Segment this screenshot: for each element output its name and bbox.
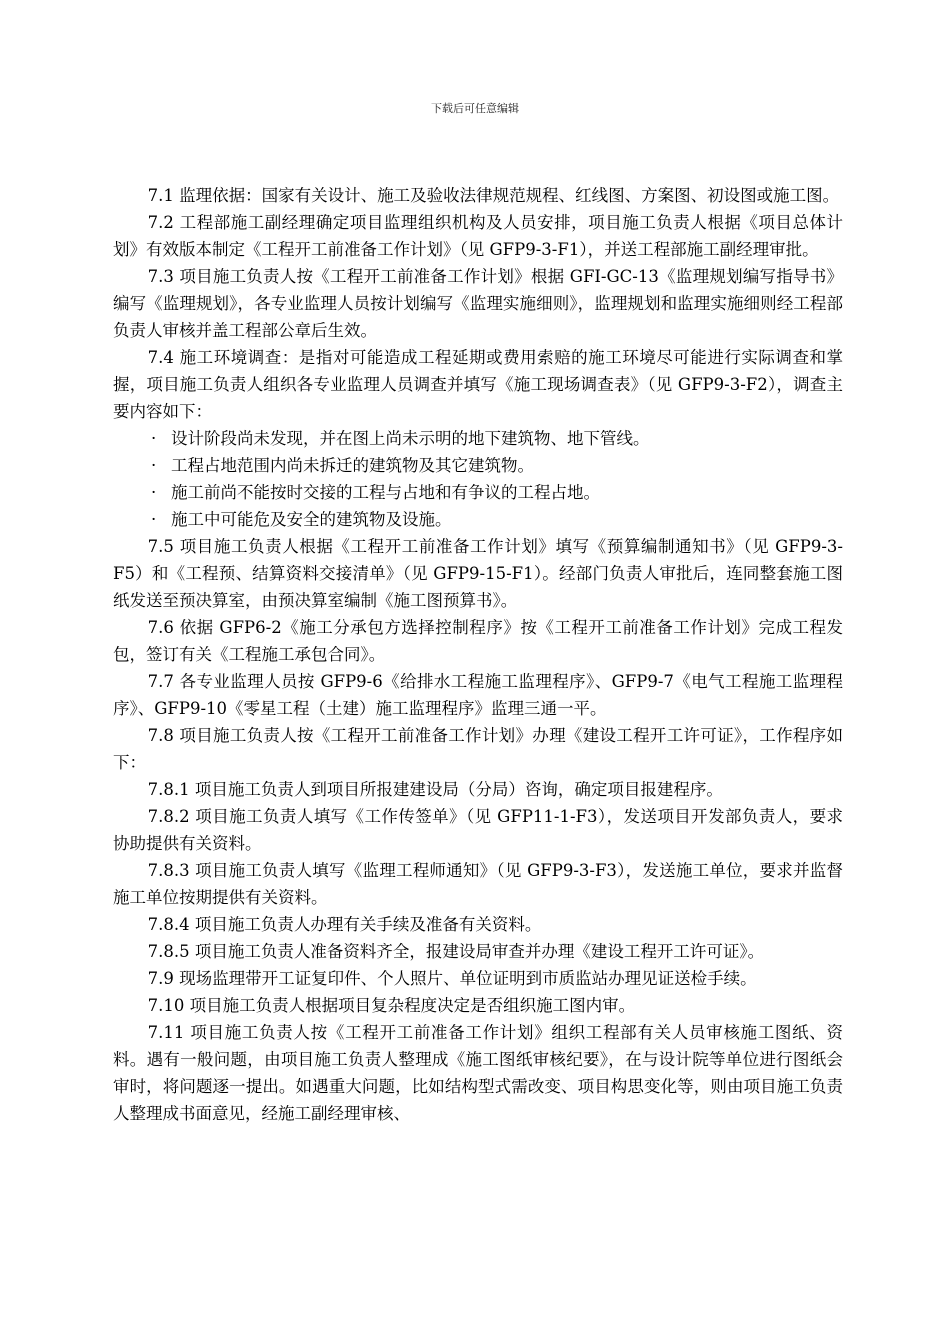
bullet-text: 工程占地范围内尚未拆迁的建筑物及其它建筑物。 (171, 456, 534, 475)
bullet-item (113, 506, 843, 533)
paragraph-7-10: 7.10 项目施工负责人根据项目复杂程度决定是否组织施工图内审。 (147, 996, 636, 1015)
bullet-text: 施工前尚不能按时交接的工程与占地和有争议的工程占地。 (171, 483, 600, 502)
paragraph-7-6: 7.6 依据 GFP6-2《施工分承包方选择控制程序》按《工程开工前准备工作计划》完成工程发包，签订有关《工程施工承包合同》。 (113, 618, 843, 664)
paragraph-7-8-2: 7.8.2 项目施工负责人填写《工作传签单》（见 GFP11-1-F3），发送项目开发部负责人，要求协助提供有关资料。 (113, 807, 843, 853)
bullet-symbol: · (151, 429, 157, 448)
paragraph-7-8-1: 7.8.1 项目施工负责人到项目所报建建设局（分局）咨询，确定项目报建程序。 (147, 780, 723, 799)
bullet-text: 设计阶段尚未发现，并在图上尚未示明的地下建筑物、地下管线。 (171, 429, 650, 448)
paragraph-7-3: 7.3 项目施工负责人按《工程开工前准备工作计划》根据 GFI-GC-13《监理规划编写指导书》编写《监理规划》，各专业监理人员按计划编写《监理实施细则》，监理规划和监理实施细则经工程部负责人审核并盖工程部公章后生效。 (113, 267, 843, 340)
bullet-item (113, 425, 843, 452)
bullet-symbol: · (151, 483, 157, 502)
paragraph-7-4: 7.4 施工环境调查：是指对可能造成工程延期或费用索赔的施工环境尽可能进行实际调查和掌握，项目施工负责人组织各专业监理人员调查并填写《施工现场调查表》（见 GFP9-3-F2），调查主要内容如下： (113, 348, 843, 421)
page-header: 下载后可任意编辑 (431, 102, 519, 115)
bullet-item (113, 452, 843, 479)
paragraph-7-11: 7.11 项目施工负责人按《工程开工前准备工作计划》组织工程部有关人员审核施工图纸、资料。遇有一般问题，由项目施工负责人整理成《施工图纸审核纪要》，在与设计院等单位进行图纸会审时，将问题逐一提出。如遇重大问题，比如结构型式需改变、项目构思变化等，则由项目施工负责人整理成书面意见，经施工副经理审核、 (113, 1023, 843, 1123)
paragraph-7-8-4: 7.8.4 项目施工负责人办理有关手续及准备有关资料。 (147, 915, 542, 934)
bullet-item (113, 479, 843, 506)
paragraph-7-1: 7.1 监理依据：国家有关设计、施工及验收法律规范规程、红线图、方案图、初设图或施工图。 (147, 186, 840, 205)
paragraph-7-2: 7.2 工程部施工副经理确定项目监理组织机构及人员安排，项目施工负责人根据《项目总体计划》有效版本制定《工程开工前准备工作计划》（见 GFP9-3-F1），并送工程部施工副经理审批。 (113, 213, 843, 259)
paragraph-7-8-3: 7.8.3 项目施工负责人填写《监理工程师通知》（见 GFP9-3-F3），发送施工单位，要求并监督施工单位按期提供有关资料。 (113, 861, 843, 907)
paragraph-7-8-5: 7.8.5 项目施工负责人准备资料齐全，报建设局审查并办理《建设工程开工许可证》。 (147, 942, 765, 961)
paragraph-7-7: 7.7 各专业监理人员按 GFP9-6《给排水工程施工监理程序》、GFP9-7《电气工程施工监理程序》、GFP9-10《零星工程（土建）施工监理程序》监理三通一平。 (113, 672, 843, 718)
paragraph-7-5: 7.5 项目施工负责人根据《工程开工前准备工作计划》填写《预算编制通知书》（见 GFP9-3-F5）和《工程预、结算资料交接清单》（见 GFP9-15-F1）。经部门负责人审批后，连同整套施工图纸发送至预决算室，由预决算室编制《施工图预算书》。 (113, 537, 843, 610)
paragraph-7-9: 7.9 现场监理带开工证复印件、个人照片、单位证明到市质监站办理见证送检手续。 (147, 969, 757, 988)
document-body (113, 182, 843, 1127)
bullet-symbol: · (151, 510, 157, 529)
paragraph-7-8: 7.8 项目施工负责人按《工程开工前准备工作计划》办理《建设工程开工许可证》，工作程序如下： (113, 726, 843, 772)
bullet-symbol: · (151, 456, 157, 475)
bullet-text: 施工中可能危及安全的建筑物及设施。 (171, 510, 452, 529)
